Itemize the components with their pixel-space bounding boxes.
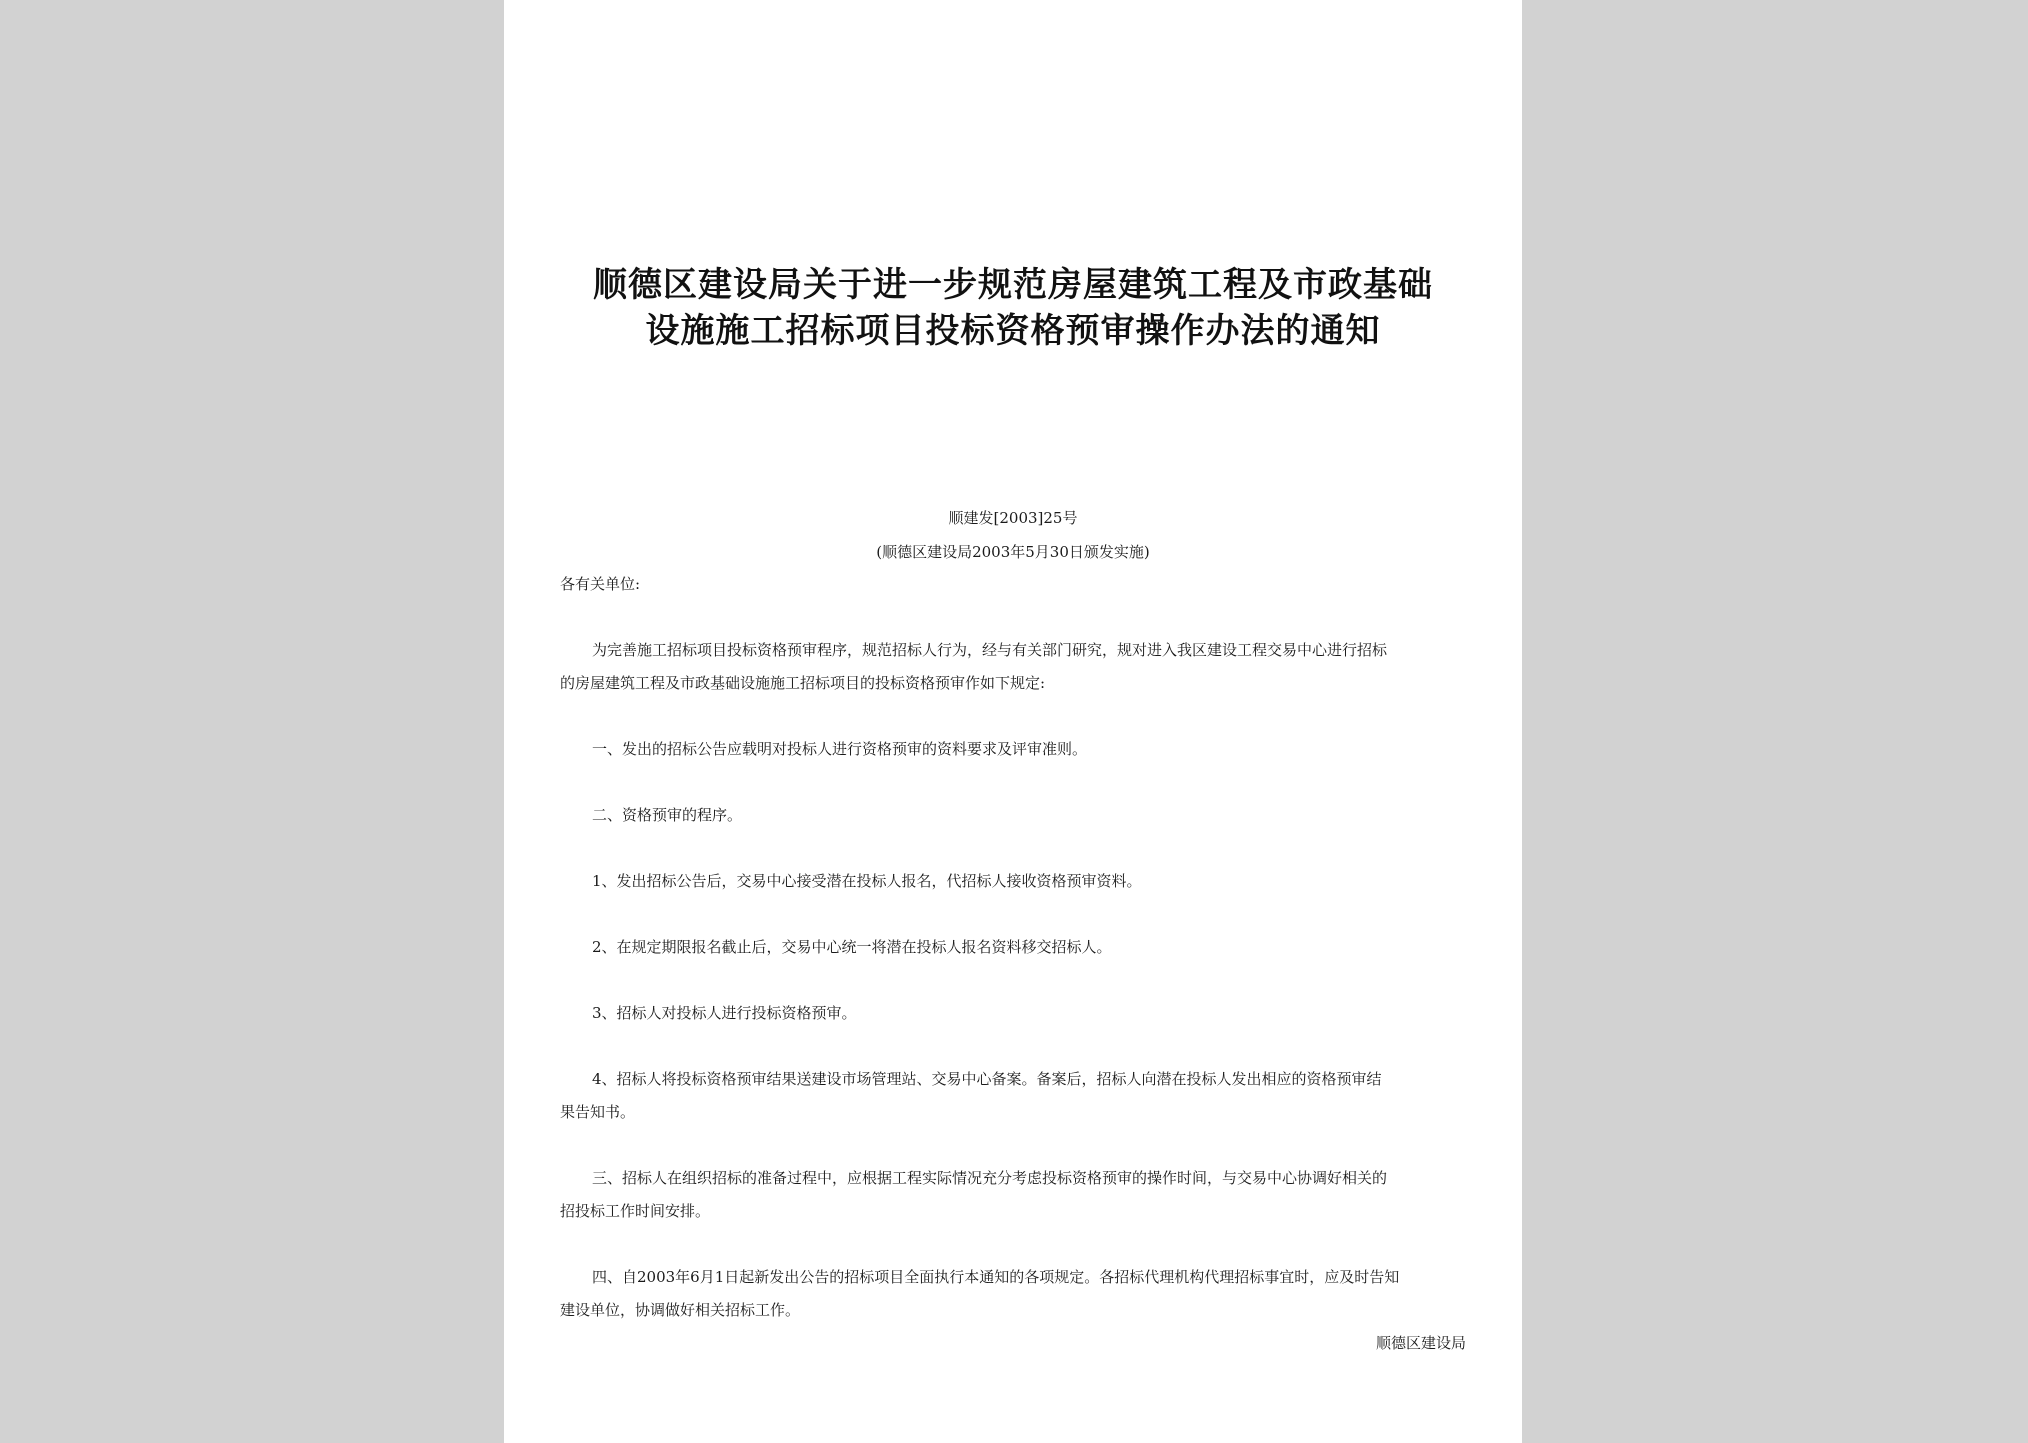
issue-note: (顺德区建设局2003年5月30日颁发实施)	[876, 543, 1150, 561]
signature: 顺德区建设局	[1375, 1334, 1466, 1352]
document-title-line-2: 设施施工招标项目投标资格预审操作办法的通知	[645, 311, 1381, 351]
paragraph-item-1: 一、发出的招标公告应载明对投标人进行资格预审的资料要求及评审准则。	[592, 740, 1088, 758]
document-number: 顺建发[2003]25号	[948, 509, 1078, 527]
document-page	[504, 0, 1522, 1443]
paragraph-step-1: 1、发出招标公告后，交易中心接受潜在投标人报名，代招标人接收资格预审资料。	[592, 872, 1142, 890]
paragraph-intro-line-2: 的房屋建筑工程及市政基础设施施工招标项目的投标资格预审作如下规定:	[560, 674, 1046, 692]
paragraph-item-4-line-1: 四、自2003年6月1日起新发出公告的招标项目全面执行本通知的各项规定。各招标代理机构代理招标事宜时，应及时告知	[592, 1268, 1400, 1286]
document-title-line-1: 顺德区建设局关于进一步规范房屋建筑工程及市政基础	[593, 265, 1433, 305]
paragraph-item-4-line-2: 建设单位，协调做好相关招标工作。	[560, 1301, 801, 1319]
paragraph-step-2: 2、在规定期限报名截止后，交易中心统一将潜在投标人报名资料移交招标人。	[592, 938, 1112, 956]
salutation: 各有关单位:	[560, 575, 641, 593]
paragraph-item-3-line-2: 招投标工作时间安排。	[560, 1202, 711, 1220]
paragraph-step-4-line-2: 果告知书。	[560, 1103, 636, 1121]
paragraph-item-3-line-1: 三、招标人在组织招标的准备过程中，应根据工程实际情况充分考虑投标资格预审的操作时间，与交易中心协调好相关的	[592, 1169, 1388, 1187]
paragraph-step-4-line-1: 4、招标人将投标资格预审结果送建设市场管理站、交易中心备案。备案后，招标人向潜在投标人发出相应的资格预审结	[592, 1070, 1382, 1088]
paragraph-item-2: 二、资格预审的程序。	[592, 806, 743, 824]
paragraph-step-3: 3、招标人对投标人进行投标资格预审。	[592, 1004, 857, 1022]
paragraph-intro-line-1: 为完善施工招标项目投标资格预审程序，规范招标人行为，经与有关部门研究，规对进入我区建设工程交易中心进行招标	[592, 641, 1388, 659]
